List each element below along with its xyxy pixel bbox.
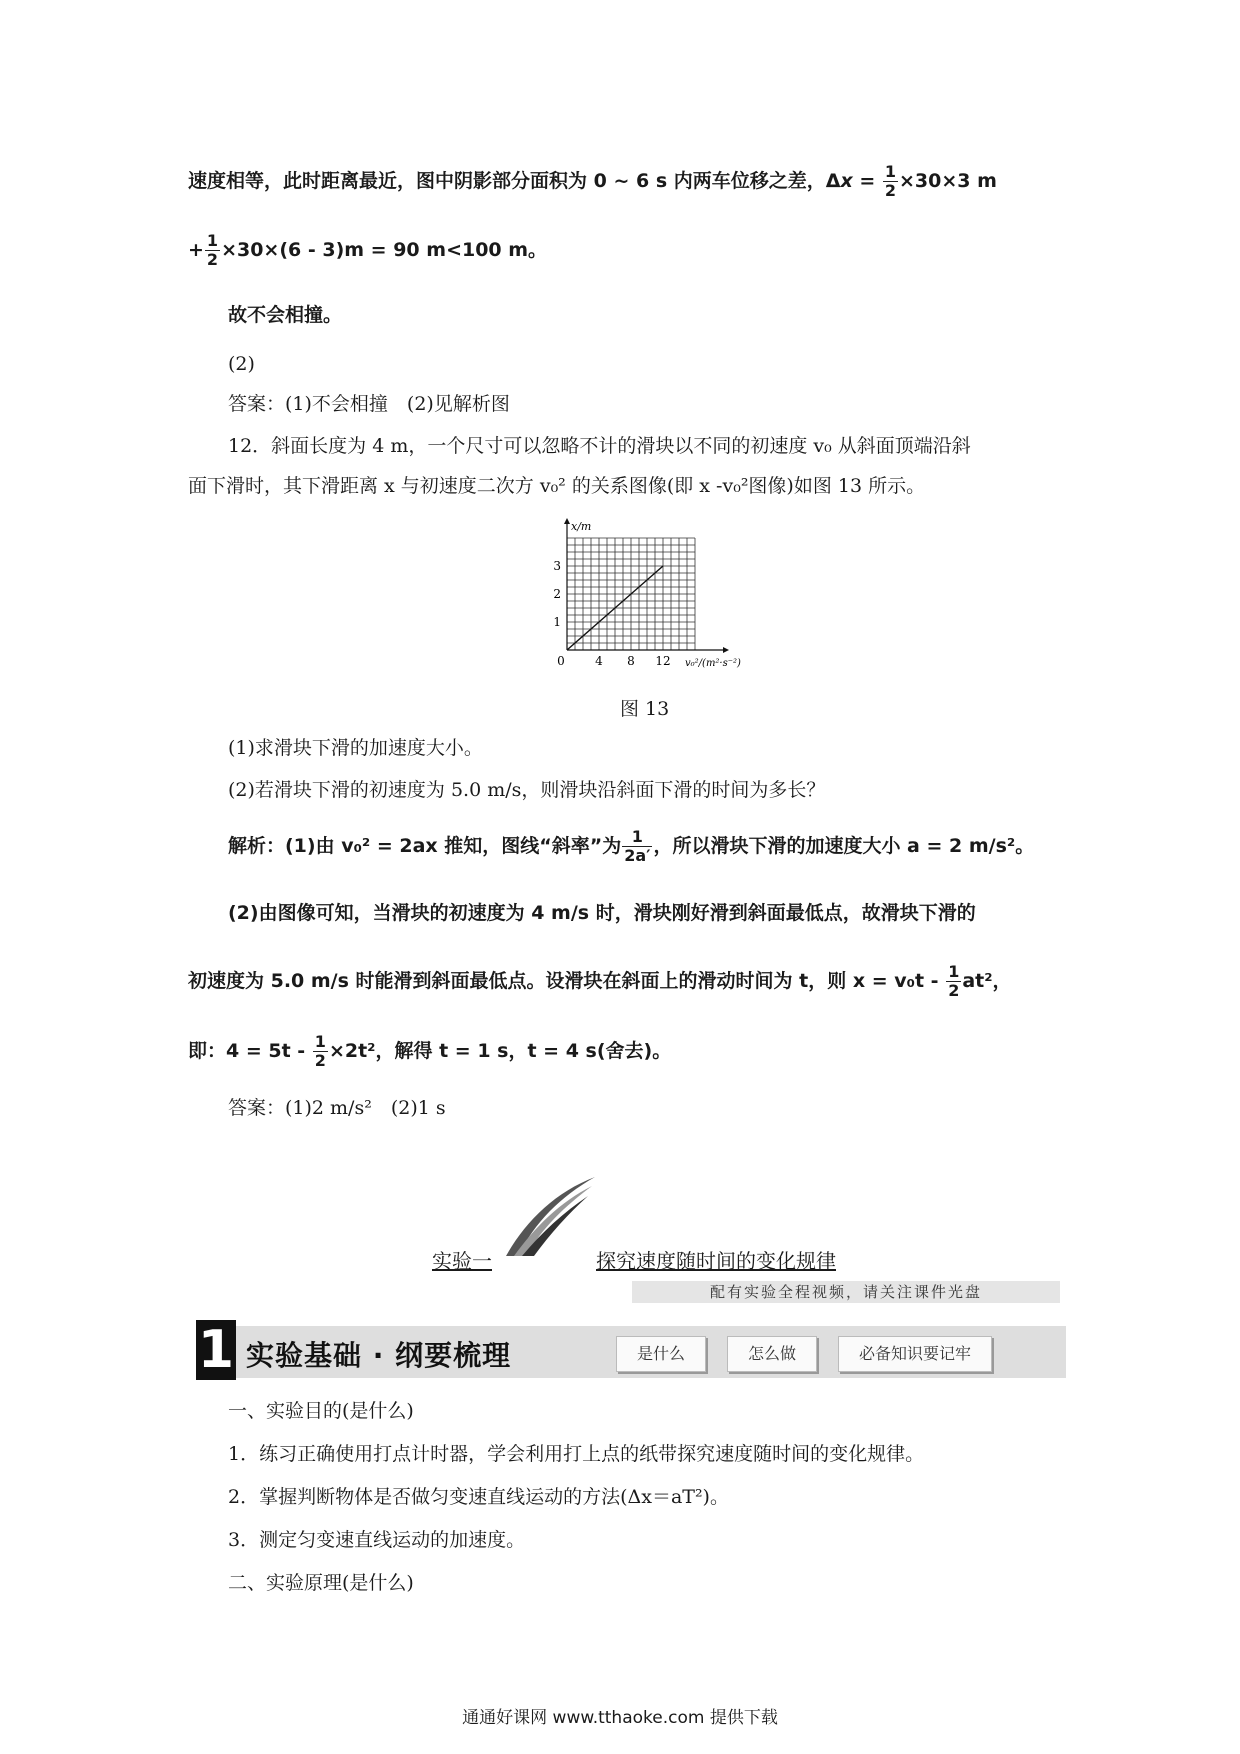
y-tick-label: 1 [553, 615, 561, 629]
question-line: 面下滑时，其下滑距离 x 与初速度二次方 v₀² 的关系图像(即 x -v₀²图像)如图 13 所示。 [188, 475, 926, 497]
question-line: 12．斜面长度为 4 m，一个尺寸可以忽略不计的滑块以不同的初速度 v₀ 从斜面顶端沿斜 [228, 435, 971, 457]
figure-caption: 图 13 [620, 698, 670, 720]
experiment-title: 探究速度随时间的变化规律 [596, 1249, 836, 1273]
section-title: 实验基础 · 纲要梳理 [246, 1339, 512, 1372]
conclusion-line: 故不会相撞。 [228, 304, 343, 326]
tag-knowledge: 必备知识要记牢 [838, 1336, 992, 1372]
analysis-line: 即：4 = 5t - $\frac{1}{2}$ ×2t²，解得 t = 1 s，t = 4 s(舍去)。 [188, 1032, 672, 1070]
purpose-item-1: 1．练习正确使用打点计时器，学会利用打上点的纸带探究速度随时间的变化规律。 [228, 1443, 925, 1465]
solution-line: 速度相等，此时距离最近，图中阴影部分面积为 0 ~ 6 s 内两车位移之差，Δx = $\frac{1}{2}$ ×30×3 m [188, 162, 997, 200]
y-tick-label: 2 [553, 587, 561, 601]
fraction-one-over-2a: $\frac{1}{2a'}$ [624, 827, 651, 865]
answer-line: 答案：(1)不会相撞 (2)见解析图 [228, 393, 510, 415]
heading-principle: 二、实验原理(是什么) [228, 1572, 414, 1594]
x-tick-label: 8 [627, 654, 635, 668]
answer-line: 答案：(1)2 m/s² (2)1 s [228, 1097, 446, 1119]
subquestion-2: (2)若滑块下滑的初速度为 5.0 m/s，则滑块沿斜面下滑的时间为多长？ [228, 779, 826, 801]
swoosh-logo-icon [500, 1172, 600, 1262]
heading-purpose: 一、实验目的(是什么) [228, 1400, 414, 1422]
section-number: 1 [197, 1320, 235, 1380]
y-axis-label: x/m [571, 520, 592, 533]
fraction-half: $\frac{1}{2}$ [948, 962, 960, 1000]
fraction-half: $\frac{1}{2}$ [206, 231, 219, 269]
part-label: (2) [228, 353, 255, 375]
purpose-item-2: 2．掌握判断物体是否做匀变速直线运动的方法(Δx＝aT²)。 [228, 1486, 729, 1508]
purpose-item-3: 3．测定匀变速直线运动的加速度。 [228, 1529, 526, 1551]
video-note: 配有实验全程视频，请关注课件光盘 [632, 1281, 1060, 1303]
analysis-line: 解析：(1)由 v₀² = 2ax 推知，图线“斜率”为 $\frac{1}{2a'}$ ，所以滑块下滑的加速度大小 a = 2 m/s²。 [228, 827, 1035, 865]
x-v0-squared-chart [545, 518, 745, 678]
solution-line: + $\frac{1}{2}$ ×30×(6 - 3)m = 90 m<100 m。 [188, 231, 548, 269]
analysis-line: (2)由图像可知，当滑块的初速度为 4 m/s 时，滑块刚好滑到斜面最低点，故滑块下滑的 [228, 902, 976, 924]
experiment-label: 实验一 [432, 1249, 492, 1273]
x-tick-label: 12 [655, 654, 671, 668]
subquestion-1: (1)求滑块下滑的加速度大小。 [228, 737, 483, 759]
tag-what: 是什么 [616, 1336, 706, 1372]
x-axis-arrow-icon [723, 647, 729, 653]
x-axis-label: v₀²/(m²·s⁻²) [685, 658, 741, 669]
tag-how: 怎么做 [727, 1336, 817, 1372]
x-tick-label: 0 [557, 654, 565, 668]
footer: 通通好课网 www.tthaoke.com 提供下载 [462, 1708, 778, 1728]
y-axis-arrow-icon [564, 518, 570, 524]
fraction-half: $\frac{1}{2}$ [314, 1032, 326, 1070]
y-tick-label: 3 [553, 559, 561, 573]
fraction-half: $\frac{1}{2}$ [884, 162, 897, 200]
analysis-line: 初速度为 5.0 m/s 时能滑到斜面最低点。设滑块在斜面上的滑动时间为 t，则 x = v₀t - $\frac{1}{2}$ at²， [188, 962, 1012, 1000]
x-tick-label: 4 [595, 654, 603, 668]
